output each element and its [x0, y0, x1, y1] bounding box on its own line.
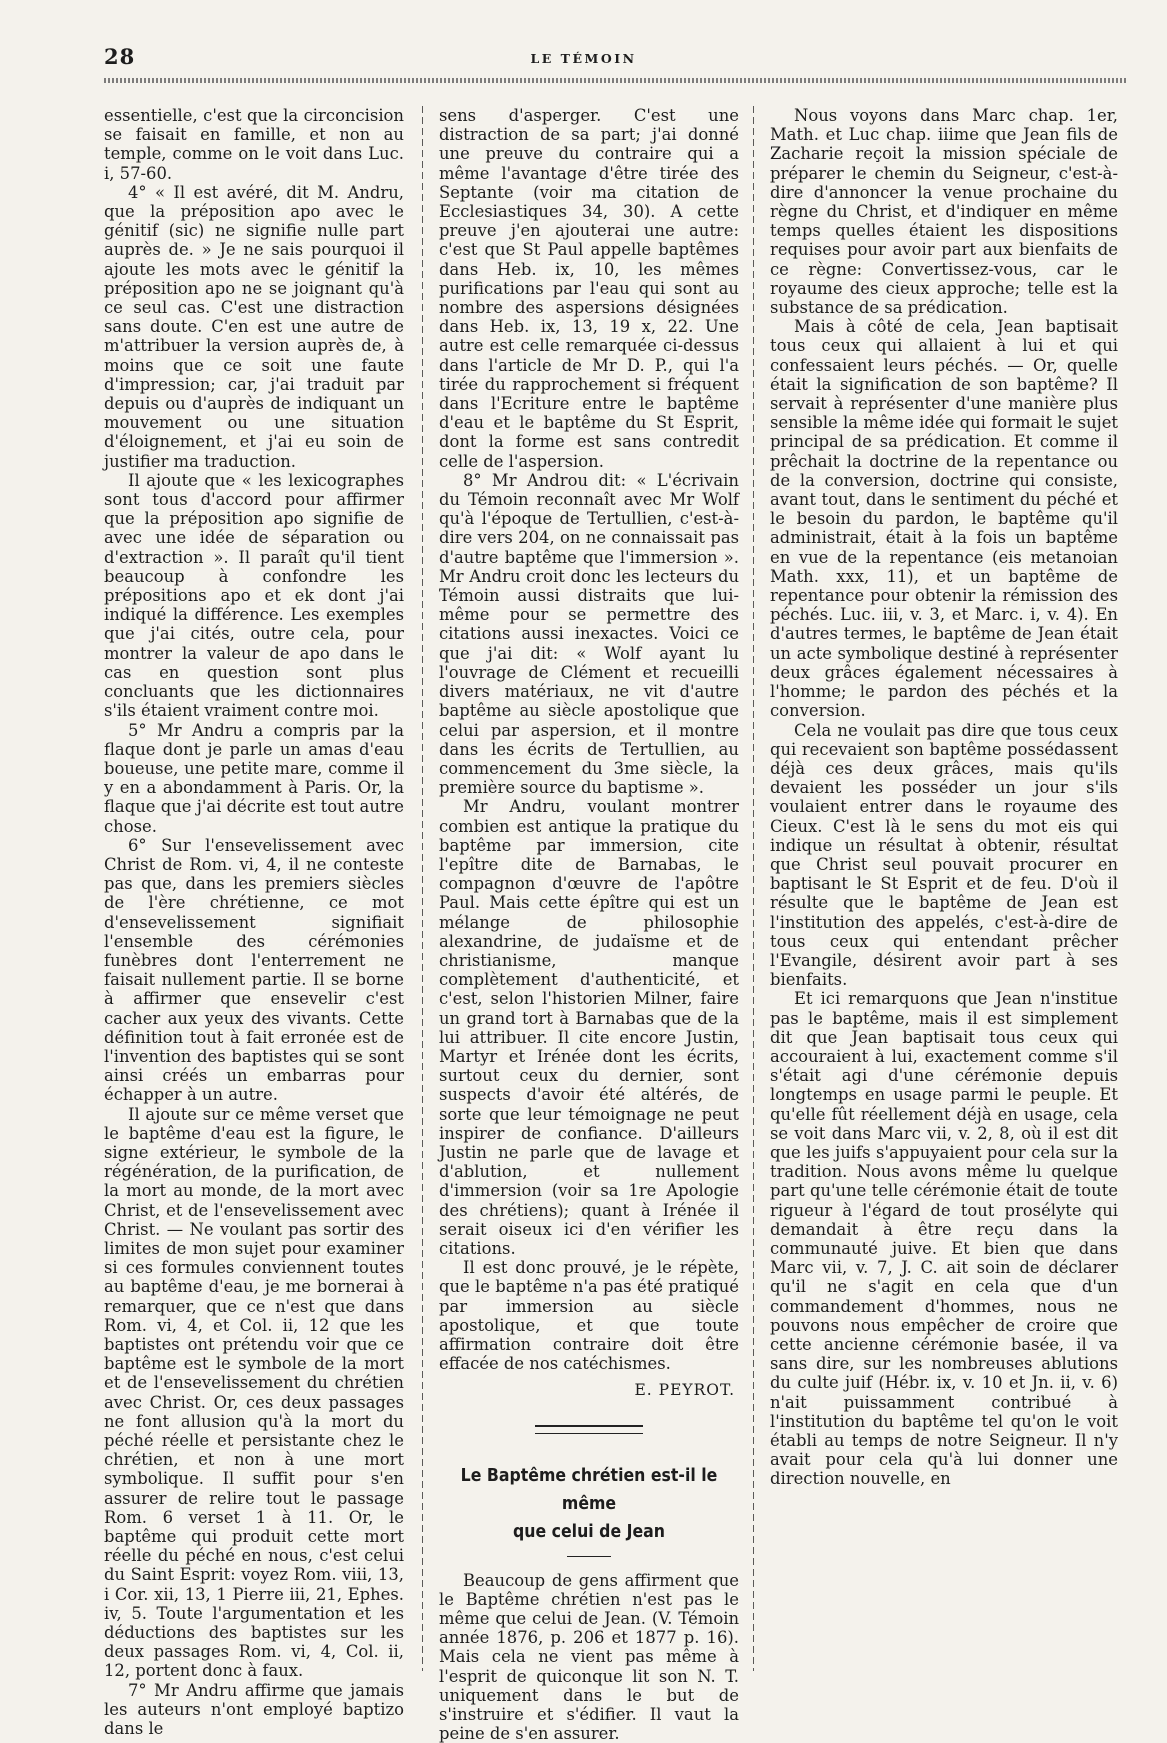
paragraph: Beaucoup de gens affirment que le Baptême chrétien n'est pas le même que celui de Jean. (V. Témoin année 1876, p. 206 et 1877 p. 16). Mais cela ne vient pas même à l'esprit de quiconque lit son N. T. uniquement dans le but de s'instruire et s'édifier. Il vaut la peine de s'en assurer. [439, 1570, 739, 1743]
paragraph: Il est donc prouvé, je le répète, que le baptême n'a pas été pratiqué par immersion au siècle apostolique, et que toute affirmation contraire doit être effacée de nos catéchismes. [439, 1258, 739, 1374]
paragraph: Cela ne voulait pas dire que tous ceux qui recevaient son baptême possédassent déjà ces deux grâces, mais qu'ils devaient les posséder un jour s'ils voulaient entrer dans le royaume des Cieux. C'est là le sens du mot eis qui indique un résultat à obtenir, résultat que Christ seul pouvait procurer en baptisant le St Esprit et de feu. D'où il résulte que le baptême de Jean est l'institution des appelés, c'est-à-dire de tous ceux qui entendant prêcher l'Evangile, désirent avoir part à ses bienfaits. [770, 720, 1118, 990]
paragraph: Mais à côté de cela, Jean baptisait tous ceux qui allaient à lui et qui confessaient leurs péchés. — Or, quelle était la signification de son baptême? Il servait à représenter d'une manière plus sensible la même idée qui formait le sujet principal de sa prédication. Et comme il prêchait la doctrine de la repentance ou de la conversion, doctrine qui consiste, avant tout, dans le sentiment du péché et le besoin du pardon, le baptême qu'il administrait, était à la fois un baptême en vue de la repentance (eis metanoian Math. xxx, 11), et un baptême de repentance pour obtenir la rémission des péchés. Luc. iii, v. 3, et Marc. i, v. 4). En d'autres termes, le baptême de Jean était un acte symbolique destiné à représenter deux grâces également nécessaires à l'homme; le pardon des péchés et la conversion. [770, 317, 1118, 721]
paragraph: Il ajoute sur ce même verset que le baptême d'eau est la figure, le signe extérieur, le symbole de la régénération, de la purification, de la mort au monde, de la mort avec Christ, et de l'ensevelissement avec Christ. — Ne voulant pas sortir des limites de mon sujet pour examiner si ces formules conviennent toutes au baptême d'eau, je me bornerai à remarquer, que ce n'est que dans Rom. vi, 4, et Col. ii, 12 que les baptistes ont prétendu voir que ce baptême est le symbole de la mort et de l'ensevelissement du chrétien avec Christ. Or, ces deux passages ne font allusion qu'à la mort du péché réelle et persistante chez le chrétien, et non à une mort symbolique. Il suffit pour s'en assurer de relire tout le passage Rom. 6 verset 1 à 11. Or, le baptême qui produit cette mort réelle du péché en nous, c'est celui du Saint Esprit: voyez Rom. viii, 13, i Cor. xii, 13, 1 Pierre iii, 21, Ephes. iv, 5. Toute l'argumentation et les déductions des baptistes sur les deux passages Rom. vi, 4, Col. ii, 12, portent donc à faux. [104, 1104, 404, 1681]
title-rule [567, 1556, 611, 1557]
running-title: LE TÉMOIN [530, 51, 637, 66]
column-left [104, 106, 404, 1739]
paragraph: essentielle, c'est que la circoncision se faisait en famille, et non au temple, comme on le voit dans Luc. i, 57-60. [104, 106, 404, 183]
column-separator [753, 106, 754, 1671]
page-header [0, 0, 1167, 78]
page-number: 28 [104, 44, 136, 69]
paragraph: 5° Mr Andru a compris par la flaque dont je parle un amas d'eau boueuse, une petite mare, comme il y en a abondamment à Paris. Or, la flaque que j'ai décrite est tout autre chose. [104, 720, 404, 836]
paragraph: 4° « Il est avéré, dit M. Andru, que la préposition apo avec le génitif (sic) ne signifie nulle part auprès de. » Je ne sais pourquoi il ajoute les mots avec le génitif la préposition apo ne se joignant qu'à ce seul cas. C'est une distraction sans doute. C'en est une autre de m'attribuer la version auprès de, à moins que ce soit une faute d'impression; car, j'ai traduit par depuis ou d'auprès de indiquant un mouvement ou une situation d'éloignement, et j'ai eu soin de justifier ma traduction. [104, 182, 404, 471]
paragraph: sens d'asperger. C'est une distraction de sa part; j'ai donné une preuve du contraire qui a même l'avantage d'être tirée des Septante (voir ma citation de Ecclesiastiques 34, 30). A cette preuve j'en ajouterai une autre: c'est que St Paul appelle baptêmes dans Heb. ix, 10, les mêmes purifications par l'eau qui sont au nombre des aspersions désignées dans Heb. ix, 13, 19 x, 22. Une autre est celle remarquée ci-dessus dans l'article de Mr D. P., qui l'a tirée du rapprochement si fréquent dans l'Ecriture entre le baptême d'eau et le baptême du St Esprit, dont la forme est sans contredit celle de l'aspersion. [439, 106, 739, 471]
header-rule [104, 78, 1126, 83]
paragraph: 8° Mr Androu dit: « L'écrivain du Témoin reconnaît avec Mr Wolf qu'à l'époque de Tertullien, c'est-à-dire vers 204, on ne connaissait pas d'autre baptême que l'immersion ». Mr Andru croit donc les lecteurs du Témoin aussi distraits que lui-même pour se permettre des citations aussi inexactes. Voici ce que j'ai dit: « Wolf ayant lu l'ouvrage de Clément et recueilli divers matériaux, ne vit d'autre baptême au siècle apostolique que celui par aspersion, et il montre dans les écrits de Tertullien, au commencement du 3me siècle, la première source du baptisme ». [439, 470, 739, 798]
paragraph: Il ajoute que « les lexicographes sont tous d'accord pour affirmer que la préposition apo signifie de avec une idée de séparation ou d'extraction ». Il paraît qu'il tient beaucoup à confondre les prépositions apo et ek dont j'ai indiqué la différence. Les exemples que j'ai cités, outre cela, pour montrer la valeur de apo dans le cas en question sont plus concluants que les dictionnaires s'ils étaient vraiment contre moi. [104, 470, 404, 721]
author-signature: E. PEYROT. [634, 1381, 735, 1400]
paragraph: Nous voyons dans Marc chap. 1er, Math. et Luc chap. iiime que Jean fils de Zacharie reçoit la mission spéciale de préparer le chemin du Seigneur, c'est-à-dire d'annoncer la venue prochaine du règne du Christ, et d'indiquer en même temps quelles étaient les dispositions requises pour avoir part aux bienfaits de ce règne: Convertissez-vous, car le royaume des cieux approche; telle est la substance de sa prédication. [770, 106, 1118, 318]
article-title-line: que celui de Jean [513, 1521, 665, 1542]
paragraph: 6° Sur l'ensevelissement avec Christ de Rom. vi, 4, il ne conteste pas que, dans les premiers siècles de l'ère chrétienne, ce mot d'ensevelissement signifiait l'ensemble des cérémonies funèbres dont l'enterrement ne faisait nullement partie. Il se borne à affirmer que ensevelir c'est cacher aux yeux des vivants. Cette définition tout à fait erronée est de l'invention des baptistes qui se sont ainsi créés un embarras pour échapper à un autre. [104, 835, 404, 1105]
article-title-line: Le Baptême chrétien est-il le même [460, 1465, 718, 1514]
column-separator [422, 106, 423, 1671]
column-right [770, 106, 1118, 1676]
article-title [454, 1462, 724, 1546]
paragraph: Mr Andru, voulant montrer combien est antique la pratique du baptême par immersion, cite l'epître dite de Barnabas, le compagnon d'œuvre de l'apôtre Paul. Mais cette épître qui est un mélange de philosophie alexandrine, de judaïsme et de christianisme, manque complètement d'authenticité, et c'est, selon l'historien Milner, faire un grand tort à Barnabas que de la lui attribuer. Il cite encore Justin, Martyr et Irénée dont les écrits, surtout ceux du dernier, sont suspects d'avoir été altérés, de sorte que leur témoignage ne peut inspirer de confiance. D'ailleurs Justin ne parle que de lavage et d'ablution, et nullement d'immersion (voir sa 1re Apologie des chrétiens); quant à Irénée il serait oiseux ici d'en vérifier les citations. [439, 797, 739, 1258]
column-middle [439, 106, 739, 1743]
section-divider [535, 1425, 643, 1434]
paragraph: Et ici remarquons que Jean n'institue pas le baptême, mais il est simplement dit que Jean baptisait tous ceux qui accouraient à lui, exactement comme s'il s'était agi d'une cérémonie depuis longtemps en usage parmi le peuple. Et qu'elle fût réellement déjà en usage, cela se voit dans Marc vii, v. 2, 8, où il est dit que les juifs s'appuyaient pour cela sur la tradition. Nous avons même lu quelque part qu'une telle cérémonie était de toute rigueur à l'égard de tout prosélyte qui demandait à être reçu dans la communauté juive. Et bien que dans Marc vii, v. 7, J. C. ait soin de déclarer qu'il ne s'agit en cela que d'un commandement d'hommes, nous ne pouvons nous empêcher de croire que cette ancienne cérémonie basée, il va sans dire, sur les nombreuses ablutions du culte juif (Hébr. ix, v. 10 et Jn. ii, v. 6) n'ait puissamment contribué à l'institution du baptême tel qu'on le voit établi au temps de notre Seigneur. Il n'y avait pour cela qu'à lui donner une direction nouvelle, en [770, 989, 1118, 1489]
paragraph: 7° Mr Andru affirme que jamais les auteurs n'ont employé baptizo dans le [104, 1680, 404, 1739]
